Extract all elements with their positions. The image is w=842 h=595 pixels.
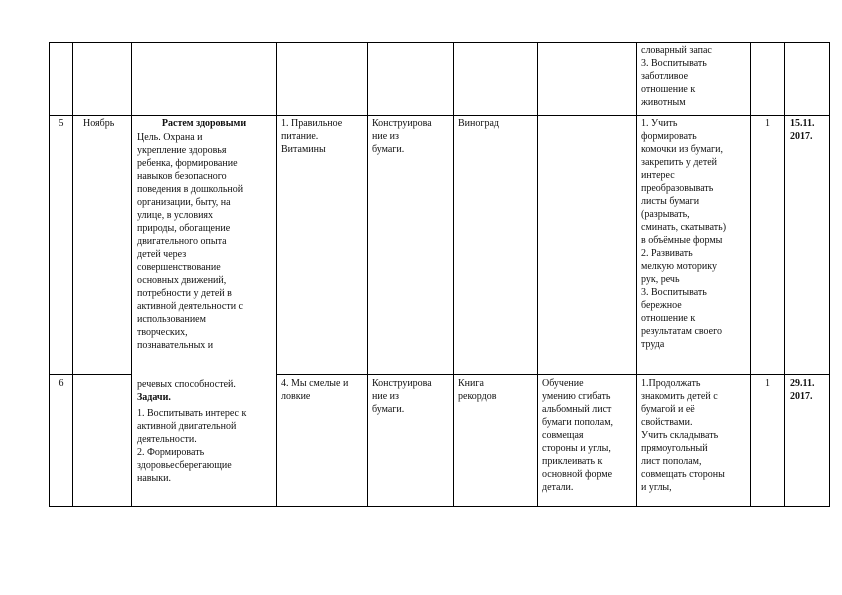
theme-tasks-heading: Задачи. — [137, 392, 171, 403]
row-5-date: 15.11. 2017. — [790, 118, 815, 142]
row-6-number: 6 — [58, 378, 64, 389]
row-5-count: 1 — [765, 118, 770, 129]
theme-title: Растем здоровыми — [161, 118, 247, 129]
table-border-top — [49, 42, 829, 43]
theme-description-lower: речевых способностей. — [137, 379, 236, 390]
row-5-activity: Конструирова ние из бумаги. — [372, 118, 432, 155]
col-line-4 — [367, 42, 368, 507]
row-6-object: Книга рекордов — [458, 378, 497, 402]
row-6-count: 1 — [765, 378, 770, 389]
table-border-bottom — [49, 506, 829, 507]
theme-tasks-text: 1. Воспитывать интерес к активной двигательной деятельности. 2. Формировать здоровьесберегающие навыки. — [137, 408, 247, 484]
theme-description-upper: Цель. Охрана и укрепление здоровья ребенка, формирование навыков безопасного поведения в дошкольной организации, быту, на улице, в условиях природы, обогащение двигательного опыта детей через совершенствование основных движений, потребности у детей в активной деятельности с использованием творческих, познавательных и — [137, 132, 244, 351]
tasks-continued-cell: словарный запас 3. Воспитывать заботливое отношение к животным — [641, 45, 712, 108]
row-divider-6-left — [49, 374, 131, 375]
col-line-10 — [829, 42, 830, 507]
row-5-number: 5 — [58, 118, 64, 129]
row-6-goal: Обучение умению сгибать альбомный лист бумаги пополам, совмещая стороны и углы, приклеивать к основной форме детали. — [542, 378, 614, 493]
col-line-1 — [72, 42, 73, 507]
col-line-5 — [453, 42, 454, 507]
row-6-lesson: 4. Мы смелые и ловкие — [281, 378, 349, 402]
row-5-month: Ноябрь — [83, 118, 115, 129]
col-line-9 — [784, 42, 785, 507]
row-5-tasks: 1. Учить формировать комочки из бумаги, закрепить у детей интерес преобразовывать листы бумаги (разрывать, сминать, скатывать) в объёмные формы 2. Развивать мелкую моторику рук, речь 3. Воспитывать бережное отношение к результатам своего труда — [641, 118, 727, 350]
col-line-7 — [636, 42, 637, 507]
col-line-0 — [49, 42, 50, 507]
col-line-2 — [131, 42, 132, 507]
col-line-3 — [276, 42, 277, 507]
row-6-date: 29.11. 2017. — [790, 378, 815, 402]
row-5-lesson: 1. Правильное питание. Витамины — [281, 118, 343, 155]
col-line-6 — [537, 42, 538, 507]
row-6-tasks: 1.Продолжать знакомить детей с бумагой и её свойствами. Учить складывать прямоугольный лист пополам, совмещать стороны и углы, — [641, 378, 725, 493]
row-6-activity: Конструирова ние из бумаги. — [372, 378, 432, 415]
row-5-object: Виноград — [458, 118, 500, 129]
row-divider-5 — [49, 115, 829, 116]
col-line-8 — [750, 42, 751, 507]
row-divider-6-right — [276, 374, 829, 375]
